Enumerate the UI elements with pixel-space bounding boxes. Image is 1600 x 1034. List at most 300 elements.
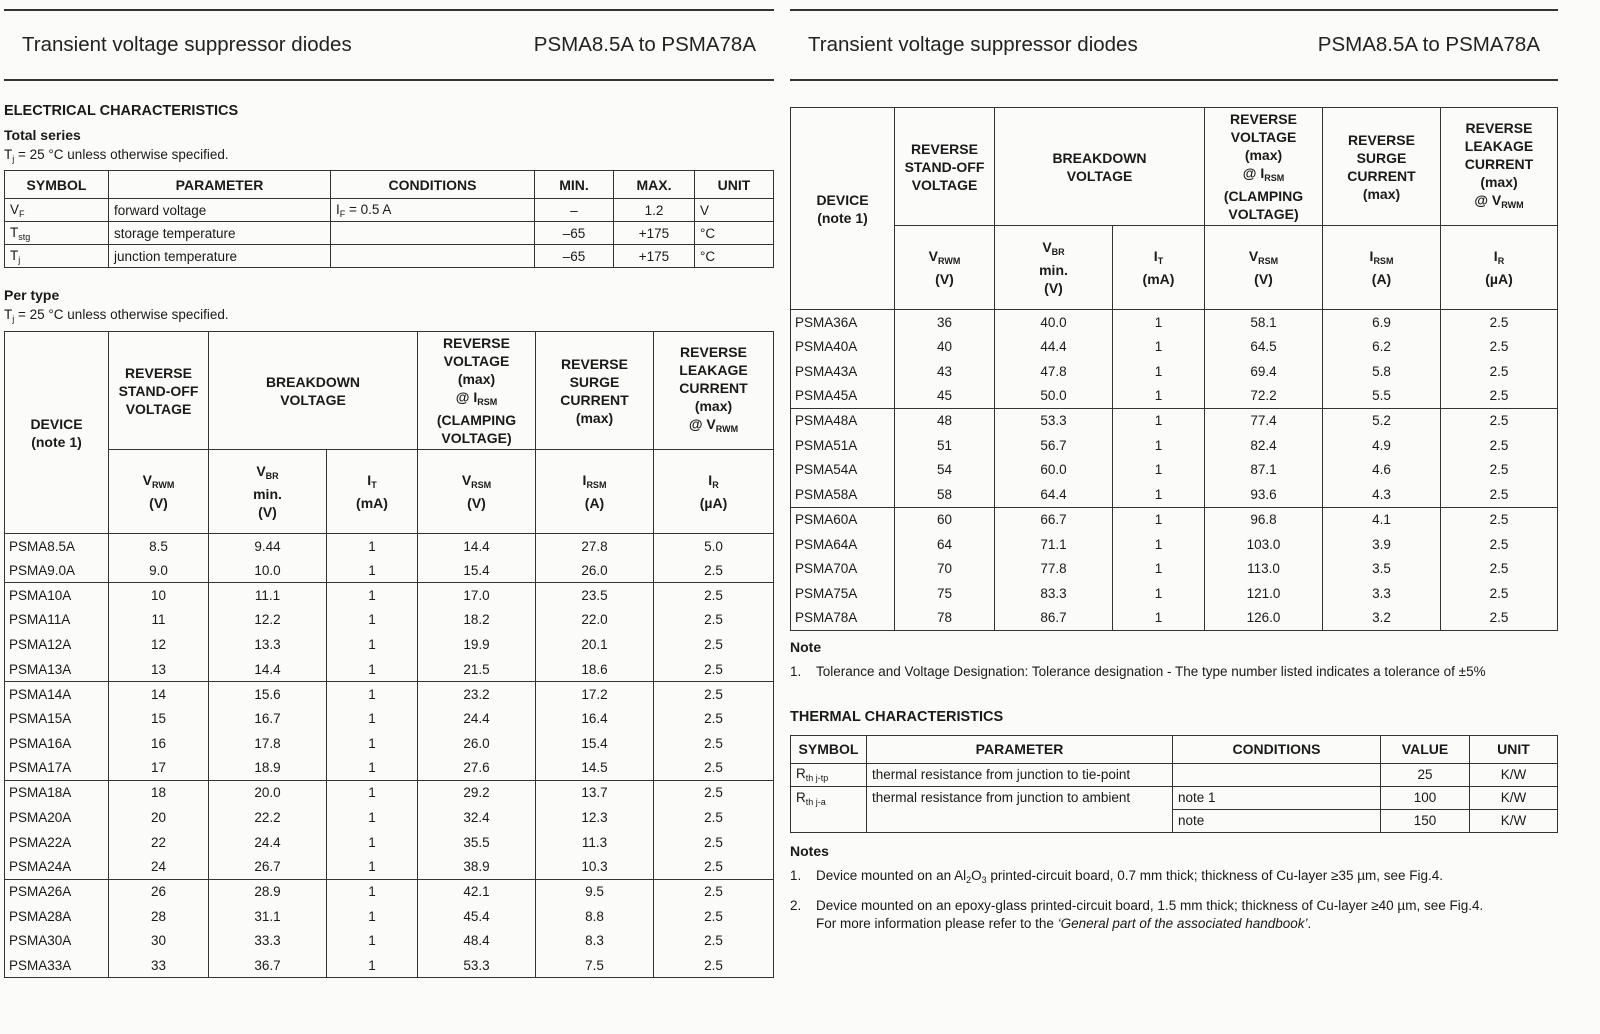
col-header: CONDITIONS bbox=[331, 171, 535, 199]
device-cell: PSMA14A bbox=[5, 682, 109, 707]
value-cell: 58 bbox=[895, 482, 995, 507]
value-cell: 50.0 bbox=[995, 384, 1113, 409]
value-cell: 17 bbox=[109, 756, 209, 781]
symbol-cell: $V_F$ bbox=[5, 199, 109, 222]
value-cell: 2.5 bbox=[654, 929, 774, 954]
value-cell: 14.4 bbox=[418, 534, 536, 559]
table-row bbox=[791, 433, 1558, 458]
value-cell: 27.8 bbox=[536, 534, 654, 559]
col-header: VALUE bbox=[1381, 735, 1470, 763]
value-cell: 22 bbox=[109, 830, 209, 855]
device-cell: PSMA60A bbox=[791, 507, 895, 532]
value-cell: 64.4 bbox=[995, 482, 1113, 507]
value-cell: 16.7 bbox=[209, 706, 327, 731]
device-cell: PSMA20A bbox=[5, 805, 109, 830]
value-cell: 54 bbox=[895, 458, 995, 483]
value-cell: 18.6 bbox=[536, 657, 654, 682]
value-cell: 1 bbox=[1113, 556, 1205, 581]
table-row bbox=[5, 632, 774, 657]
value-cell: 1 bbox=[327, 904, 418, 929]
table-row bbox=[5, 830, 774, 855]
table-row bbox=[5, 199, 774, 222]
device-cell: PSMA10A bbox=[5, 583, 109, 608]
value-cell: 1 bbox=[1113, 581, 1205, 606]
conditions-cell bbox=[331, 245, 535, 268]
part-range: PSMA8.5A to PSMA78A bbox=[533, 33, 756, 56]
total-series-condition: $T_j = 25$ °C unless otherwise specified. bbox=[4, 147, 229, 164]
value-cell: 1 bbox=[327, 608, 418, 633]
value-cell: 24.4 bbox=[209, 830, 327, 855]
value-cell: 82.4 bbox=[1205, 433, 1323, 458]
value-cell: 58.1 bbox=[1205, 310, 1323, 335]
table-row bbox=[5, 854, 774, 879]
value-cell: 5.2 bbox=[1323, 408, 1441, 433]
symbol-cell: $T_j$ bbox=[5, 245, 109, 268]
col-header: CONDITIONS bbox=[1173, 735, 1381, 763]
table-header-row bbox=[791, 735, 1558, 763]
value-cell: 25 bbox=[1381, 763, 1470, 786]
value-cell: 8.3 bbox=[536, 929, 654, 954]
value-cell: 2.5 bbox=[654, 904, 774, 929]
leakage-header: REVERSE LEAKAGE CURRENT (max) @ $V_{RWM}$ bbox=[654, 332, 774, 450]
value-cell: 1 bbox=[327, 953, 418, 978]
value-cell: 48.4 bbox=[418, 929, 536, 954]
value-cell: 48 bbox=[895, 408, 995, 433]
value-cell: 2.5 bbox=[1441, 482, 1558, 507]
value-cell: 15.4 bbox=[418, 558, 536, 583]
unit-cell: °C bbox=[695, 245, 774, 268]
value-cell: 121.0 bbox=[1205, 581, 1323, 606]
unit-cell: V bbox=[695, 199, 774, 222]
unit-cell: K/W bbox=[1470, 763, 1558, 786]
col-header: UNIT bbox=[1470, 735, 1558, 763]
breakdown-header: BREAKDOWN VOLTAGE bbox=[995, 108, 1205, 226]
table-row bbox=[5, 682, 774, 707]
value-cell: 26.0 bbox=[536, 558, 654, 583]
value-cell: 18.9 bbox=[209, 756, 327, 781]
value-cell: 78 bbox=[895, 606, 995, 631]
value-cell: 36.7 bbox=[209, 953, 327, 978]
unit-header: $I_{RSM}$ (A) bbox=[1323, 226, 1441, 310]
device-cell: PSMA26A bbox=[5, 879, 109, 904]
value-cell: 1 bbox=[1113, 408, 1205, 433]
value-cell: 1 bbox=[1113, 384, 1205, 409]
value-cell: 8.8 bbox=[536, 904, 654, 929]
value-cell: 75 bbox=[895, 581, 995, 606]
value-cell: 4.6 bbox=[1323, 458, 1441, 483]
value-cell: 4.1 bbox=[1323, 507, 1441, 532]
unit-header: $I_R$ (µA) bbox=[654, 450, 774, 534]
table-row bbox=[5, 904, 774, 929]
table-row bbox=[5, 558, 774, 583]
value-cell: 2.5 bbox=[654, 756, 774, 781]
value-cell: 71.1 bbox=[995, 532, 1113, 557]
value-cell: 12.2 bbox=[209, 608, 327, 633]
device-cell: PSMA12A bbox=[5, 632, 109, 657]
value-cell: 1 bbox=[327, 558, 418, 583]
min-cell: – bbox=[535, 199, 614, 222]
value-cell: 1 bbox=[327, 657, 418, 682]
table-row bbox=[5, 706, 774, 731]
value-cell: 5.5 bbox=[1323, 384, 1441, 409]
value-cell: 43 bbox=[895, 359, 995, 384]
max-cell: +175 bbox=[614, 245, 695, 268]
col-header: MIN. bbox=[535, 171, 614, 199]
thermal-title: THERMAL CHARACTERISTICS bbox=[790, 708, 1004, 725]
min-cell: –65 bbox=[535, 245, 614, 268]
value-cell: 60.0 bbox=[995, 458, 1113, 483]
value-cell: 3.3 bbox=[1323, 581, 1441, 606]
doc-title: Transient voltage suppressor diodes bbox=[22, 33, 352, 56]
value-cell: 13 bbox=[109, 657, 209, 682]
value-cell: 9.44 bbox=[209, 534, 327, 559]
value-cell: 1 bbox=[327, 706, 418, 731]
value-cell: 1 bbox=[327, 534, 418, 559]
device-cell: PSMA43A bbox=[791, 359, 895, 384]
value-cell: 1 bbox=[327, 756, 418, 781]
value-cell: 70 bbox=[895, 556, 995, 581]
value-cell: 2.5 bbox=[1441, 310, 1558, 335]
table-row bbox=[5, 756, 774, 781]
value-cell: 1 bbox=[1113, 334, 1205, 359]
value-cell: 19.9 bbox=[418, 632, 536, 657]
unit-header: $V_{RSM}$ (V) bbox=[1205, 226, 1323, 310]
value-cell: 20.1 bbox=[536, 632, 654, 657]
symbol-cell: $R_{th j-a}$ bbox=[791, 786, 867, 832]
device-cell: PSMA16A bbox=[5, 731, 109, 756]
value-cell: 9.0 bbox=[109, 558, 209, 583]
value-cell: 27.6 bbox=[418, 756, 536, 781]
value-cell: 5.0 bbox=[654, 534, 774, 559]
surge-header: REVERSE SURGE CURRENT (max) bbox=[536, 332, 654, 450]
table-row bbox=[5, 953, 774, 978]
table-row bbox=[791, 482, 1558, 507]
unit-cell: K/W bbox=[1470, 786, 1558, 809]
value-cell: 18.2 bbox=[418, 608, 536, 633]
unit-header: $V_{BR}$ min. (V) bbox=[995, 226, 1113, 310]
device-cell: PSMA30A bbox=[5, 929, 109, 954]
value-cell: 28.9 bbox=[209, 879, 327, 904]
table-row bbox=[791, 334, 1558, 359]
table-row bbox=[5, 657, 774, 682]
col-header: MAX. bbox=[614, 171, 695, 199]
value-cell: 2.5 bbox=[654, 583, 774, 608]
table-row bbox=[5, 731, 774, 756]
device-header: DEVICE (note 1) bbox=[791, 108, 895, 310]
table-row bbox=[791, 408, 1558, 433]
value-cell: 2.5 bbox=[1441, 433, 1558, 458]
parameter-cell: storage temperature bbox=[109, 222, 331, 245]
left-page bbox=[4, 0, 774, 978]
value-cell: 1 bbox=[327, 929, 418, 954]
table-subheader-row bbox=[791, 226, 1558, 310]
value-cell: 10.0 bbox=[209, 558, 327, 583]
right-page bbox=[790, 0, 1558, 933]
value-cell: 21.5 bbox=[418, 657, 536, 682]
table-subheader-row bbox=[5, 450, 774, 534]
value-cell: 1 bbox=[327, 879, 418, 904]
value-cell: 83.3 bbox=[995, 581, 1113, 606]
value-cell: 29.2 bbox=[418, 780, 536, 805]
value-cell: 51 bbox=[895, 433, 995, 458]
thermal-note-1: 1. Device mounted on an $Al_2O_3$ printed-circuit board, 0.7 mm thick; thickness of Cu-layer ≥35 µm, see Fig.4. bbox=[790, 867, 1444, 885]
value-cell: 16.4 bbox=[536, 706, 654, 731]
unit-header: $I_T$ (mA) bbox=[1113, 226, 1205, 310]
table-row bbox=[791, 606, 1558, 631]
value-cell: 1 bbox=[1113, 310, 1205, 335]
value-cell: 2.5 bbox=[654, 731, 774, 756]
value-cell: 11.3 bbox=[536, 830, 654, 855]
device-cell: PSMA13A bbox=[5, 657, 109, 682]
value-cell: 2.5 bbox=[1441, 581, 1558, 606]
device-cell: PSMA36A bbox=[791, 310, 895, 335]
value-cell: 3.2 bbox=[1323, 606, 1441, 631]
value-cell: 10.3 bbox=[536, 854, 654, 879]
conditions-cell: note bbox=[1173, 809, 1381, 832]
value-cell: 1 bbox=[1113, 532, 1205, 557]
value-cell: 1 bbox=[327, 731, 418, 756]
parameter-cell: forward voltage bbox=[109, 199, 331, 222]
table-row bbox=[5, 780, 774, 805]
value-cell: 45.4 bbox=[418, 904, 536, 929]
unit-header: $V_{RWM}$ (V) bbox=[895, 226, 995, 310]
value-cell: 53.3 bbox=[995, 408, 1113, 433]
thermal-note-2: 2. Device mounted on an epoxy-glass printed-circuit board, 1.5 mm thick; thickness of Cu-layer ≥40 µm, see Fig.4. For more information please refer to the ‘General part of the associated handbook’. bbox=[790, 897, 1484, 931]
value-cell: 2.5 bbox=[654, 879, 774, 904]
value-cell: 12.3 bbox=[536, 805, 654, 830]
value-cell: 1 bbox=[1113, 433, 1205, 458]
value-cell: 72.2 bbox=[1205, 384, 1323, 409]
value-cell: 6.9 bbox=[1323, 310, 1441, 335]
value-cell: 113.0 bbox=[1205, 556, 1323, 581]
symbol-cell: $R_{th j-tp}$ bbox=[791, 763, 867, 786]
total-series-label: Total series bbox=[4, 127, 81, 143]
value-cell: 1 bbox=[1113, 458, 1205, 483]
parameter-cell: thermal resistance from junction to tie-point bbox=[867, 763, 1173, 786]
value-cell: 1 bbox=[1113, 606, 1205, 631]
notes-title: Notes bbox=[790, 842, 829, 859]
note-1: 1. Tolerance and Voltage Designation: Tolerance designation - The type number listed indicates a tolerance of ±5% bbox=[790, 663, 1486, 679]
value-cell: 15.6 bbox=[209, 682, 327, 707]
device-cell: PSMA22A bbox=[5, 830, 109, 855]
value-cell: 12 bbox=[109, 632, 209, 657]
value-cell: 16 bbox=[109, 731, 209, 756]
value-cell: 1 bbox=[1113, 359, 1205, 384]
value-cell: 23.2 bbox=[418, 682, 536, 707]
stand-off-header: REVERSE STAND-OFF VOLTAGE bbox=[895, 108, 995, 226]
device-cell: PSMA64A bbox=[791, 532, 895, 557]
value-cell: 60 bbox=[895, 507, 995, 532]
table-header-row bbox=[5, 171, 774, 199]
value-cell: 13.7 bbox=[536, 780, 654, 805]
table-row bbox=[5, 245, 774, 268]
per-type-table-left bbox=[4, 331, 774, 978]
table-row bbox=[791, 581, 1558, 606]
value-cell: 2.5 bbox=[1441, 556, 1558, 581]
value-cell: 1 bbox=[327, 805, 418, 830]
max-cell: +175 bbox=[614, 222, 695, 245]
value-cell: 13.3 bbox=[209, 632, 327, 657]
device-cell: PSMA54A bbox=[791, 458, 895, 483]
value-cell: 103.0 bbox=[1205, 532, 1323, 557]
value-cell: 44.4 bbox=[995, 334, 1113, 359]
value-cell: 66.7 bbox=[995, 507, 1113, 532]
value-cell: 8.5 bbox=[109, 534, 209, 559]
value-cell: 2.5 bbox=[1441, 384, 1558, 409]
device-cell: PSMA70A bbox=[791, 556, 895, 581]
unit-cell: K/W bbox=[1470, 809, 1558, 832]
value-cell: 1 bbox=[327, 632, 418, 657]
value-cell: 28 bbox=[109, 904, 209, 929]
value-cell: 14.4 bbox=[209, 657, 327, 682]
unit-cell: °C bbox=[695, 222, 774, 245]
value-cell: 4.9 bbox=[1323, 433, 1441, 458]
device-cell: PSMA24A bbox=[5, 854, 109, 879]
col-header: UNIT bbox=[695, 171, 774, 199]
value-cell: 38.9 bbox=[418, 854, 536, 879]
value-cell: 2.5 bbox=[1441, 532, 1558, 557]
value-cell: 2.5 bbox=[1441, 606, 1558, 631]
unit-header: $I_T$ (mA) bbox=[327, 450, 418, 534]
conditions-cell: $I_F = 0.5$ A bbox=[331, 199, 535, 222]
value-cell: 2.5 bbox=[654, 780, 774, 805]
value-cell: 96.8 bbox=[1205, 507, 1323, 532]
value-cell: 17.0 bbox=[418, 583, 536, 608]
value-cell: 1 bbox=[327, 682, 418, 707]
device-cell: PSMA33A bbox=[5, 953, 109, 978]
value-cell: 3.5 bbox=[1323, 556, 1441, 581]
value-cell: 2.5 bbox=[654, 608, 774, 633]
value-cell: 30 bbox=[109, 929, 209, 954]
value-cell: 77.4 bbox=[1205, 408, 1323, 433]
unit-header: $I_{RSM}$ (A) bbox=[536, 450, 654, 534]
value-cell: 93.6 bbox=[1205, 482, 1323, 507]
per-type-condition: $T_j = 25$ °C unless otherwise specified. bbox=[4, 307, 229, 324]
value-cell: 22.0 bbox=[536, 608, 654, 633]
value-cell: 2.5 bbox=[654, 558, 774, 583]
value-cell: 45 bbox=[895, 384, 995, 409]
value-cell: 1 bbox=[1113, 482, 1205, 507]
value-cell: 53.3 bbox=[418, 953, 536, 978]
device-header: DEVICE (note 1) bbox=[5, 332, 109, 534]
value-cell: 11 bbox=[109, 608, 209, 633]
electrical-title: ELECTRICAL CHARACTERISTICS bbox=[4, 103, 239, 119]
page-header bbox=[4, 11, 774, 79]
value-cell: 69.4 bbox=[1205, 359, 1323, 384]
value-cell: 7.5 bbox=[536, 953, 654, 978]
value-cell: 24 bbox=[109, 854, 209, 879]
leakage-header: REVERSE LEAKAGE CURRENT (max) @ $V_{RWM}$ bbox=[1441, 108, 1558, 226]
parameter-cell: junction temperature bbox=[109, 245, 331, 268]
col-header: SYMBOL bbox=[5, 171, 109, 199]
table-row bbox=[791, 786, 1558, 809]
value-cell: 20.0 bbox=[209, 780, 327, 805]
col-header: SYMBOL bbox=[791, 735, 867, 763]
doc-title: Transient voltage suppressor diodes bbox=[808, 33, 1138, 56]
thermal-table bbox=[790, 735, 1558, 833]
value-cell: 17.2 bbox=[536, 682, 654, 707]
table-row bbox=[5, 222, 774, 245]
value-cell: 1 bbox=[327, 830, 418, 855]
value-cell: 1 bbox=[1113, 507, 1205, 532]
device-cell: PSMA45A bbox=[791, 384, 895, 409]
value-cell: 1 bbox=[327, 583, 418, 608]
value-cell: 20 bbox=[109, 805, 209, 830]
value-cell: 2.5 bbox=[654, 830, 774, 855]
table-row bbox=[5, 929, 774, 954]
per-type-table-right bbox=[790, 107, 1558, 631]
per-type-label: Per type bbox=[4, 287, 60, 303]
value-cell: 1 bbox=[327, 780, 418, 805]
value-cell: 6.2 bbox=[1323, 334, 1441, 359]
value-cell: 31.1 bbox=[209, 904, 327, 929]
table-row bbox=[791, 458, 1558, 483]
value-cell: 26 bbox=[109, 879, 209, 904]
value-cell: 2.5 bbox=[1441, 458, 1558, 483]
value-cell: 2.5 bbox=[654, 706, 774, 731]
value-cell: 24.4 bbox=[418, 706, 536, 731]
device-cell: PSMA9.0A bbox=[5, 558, 109, 583]
device-cell: PSMA75A bbox=[791, 581, 895, 606]
table-row bbox=[5, 608, 774, 633]
part-range: PSMA8.5A to PSMA78A bbox=[1317, 33, 1540, 56]
value-cell: 2.5 bbox=[654, 632, 774, 657]
value-cell: 15 bbox=[109, 706, 209, 731]
min-cell: –65 bbox=[535, 222, 614, 245]
value-cell: 33 bbox=[109, 953, 209, 978]
value-cell: 2.5 bbox=[654, 953, 774, 978]
table-row bbox=[791, 532, 1558, 557]
value-cell: 15.4 bbox=[536, 731, 654, 756]
value-cell: 86.7 bbox=[995, 606, 1113, 631]
table-row bbox=[5, 534, 774, 559]
table-row bbox=[791, 763, 1558, 786]
table-row bbox=[5, 879, 774, 904]
device-cell: PSMA28A bbox=[5, 904, 109, 929]
value-cell: 64.5 bbox=[1205, 334, 1323, 359]
surge-header: REVERSE SURGE CURRENT (max) bbox=[1323, 108, 1441, 226]
note-title: Note bbox=[790, 638, 822, 655]
conditions-cell bbox=[331, 222, 535, 245]
device-cell: PSMA17A bbox=[5, 756, 109, 781]
device-cell: PSMA40A bbox=[791, 334, 895, 359]
max-cell: 1.2 bbox=[614, 199, 695, 222]
device-cell: PSMA78A bbox=[791, 606, 895, 631]
value-cell: 26.7 bbox=[209, 854, 327, 879]
value-cell: 33.3 bbox=[209, 929, 327, 954]
unit-header: $V_{BR}$ min. (V) bbox=[209, 450, 327, 534]
col-header: PARAMETER bbox=[109, 171, 331, 199]
value-cell: 5.8 bbox=[1323, 359, 1441, 384]
value-cell: 100 bbox=[1381, 786, 1470, 809]
parameter-cell: thermal resistance from junction to ambient bbox=[867, 786, 1173, 832]
device-cell: PSMA11A bbox=[5, 608, 109, 633]
value-cell: 47.8 bbox=[995, 359, 1113, 384]
value-cell: 2.5 bbox=[1441, 507, 1558, 532]
total-series-table bbox=[4, 170, 774, 268]
stand-off-header: REVERSE STAND-OFF VOLTAGE bbox=[109, 332, 209, 450]
value-cell: 26.0 bbox=[418, 731, 536, 756]
unit-header: $V_{RSM}$ (V) bbox=[418, 450, 536, 534]
value-cell: 56.7 bbox=[995, 433, 1113, 458]
value-cell: 2.5 bbox=[654, 682, 774, 707]
value-cell: 10 bbox=[109, 583, 209, 608]
value-cell: 2.5 bbox=[1441, 334, 1558, 359]
value-cell: 2.5 bbox=[654, 854, 774, 879]
value-cell: 9.5 bbox=[536, 879, 654, 904]
unit-header: $I_R$ (µA) bbox=[1441, 226, 1558, 310]
col-header: PARAMETER bbox=[867, 735, 1173, 763]
